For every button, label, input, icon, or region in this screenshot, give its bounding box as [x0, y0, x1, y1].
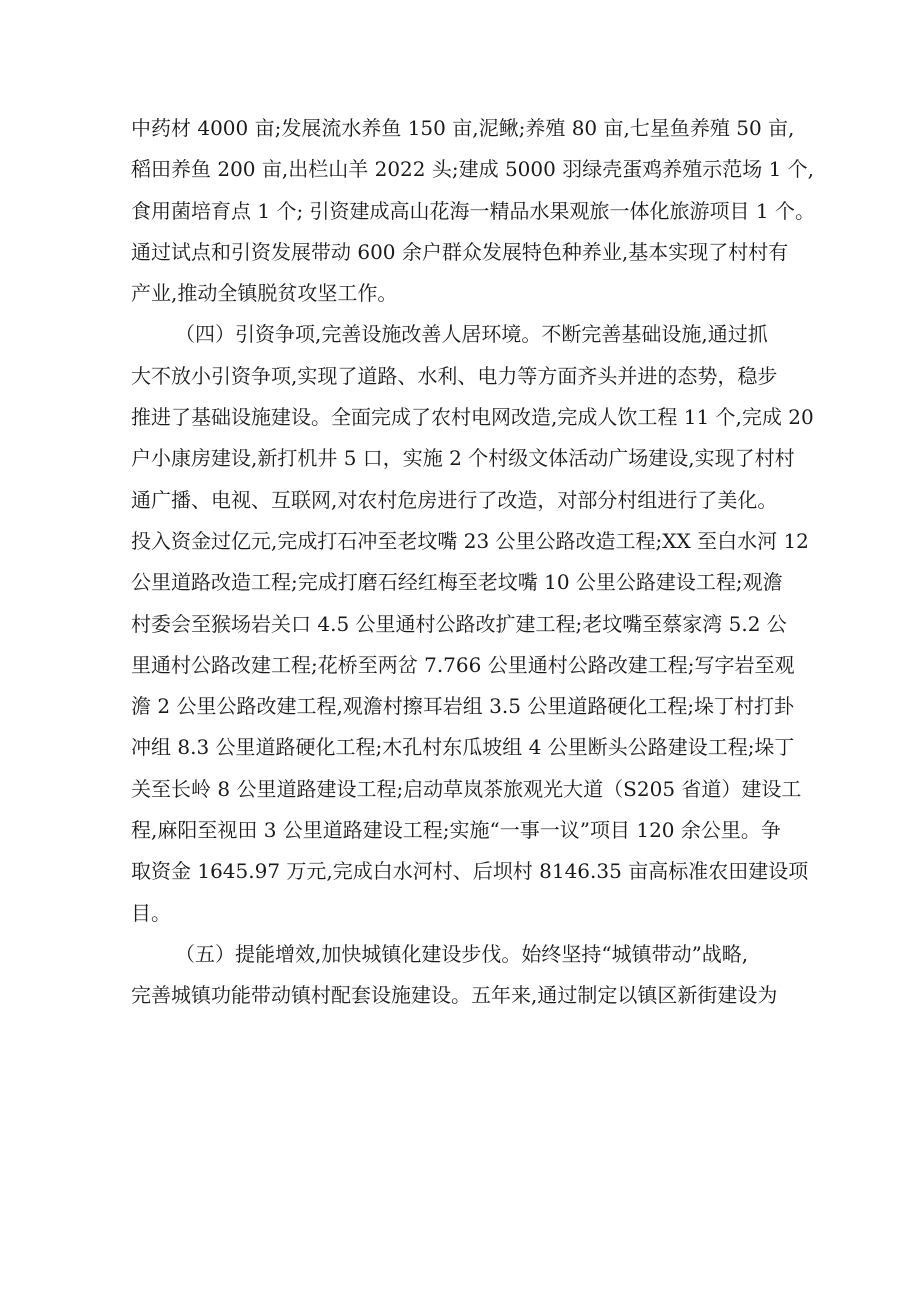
text-line: 关至长岭 8 公里道路建设工程;启动草岚茶旅观光大道（S205 省道）建设工 [131, 776, 802, 801]
document-body [131, 108, 815, 1017]
text-line: 冲组 8.3 公里道路硬化工程;木孔村东瓜坡组 4 公里断头公路建设工程;垛丁 [131, 735, 795, 760]
text-line: 村委会至猴场岩关口 4.5 公里通村公路改扩建工程;老坟嘴至蔡家湾 5.2 公 [131, 611, 787, 636]
text-line: 户小康房建设,新打机井 5 口，实施 2 个村级文体活动广场建设,实现了村村 [131, 446, 795, 471]
text-line: 推进了基础设施建设。全面完成了农村电网改造,完成人饮工程 11 个,完成 20 [131, 405, 814, 430]
text-line: 大不放小引资争项,实现了道路、水利、电力等方面齐头并进的态势，稳步 [131, 363, 778, 388]
section-heading-line: （五）提能增效,加快城镇化建设步伐。始终坚持“城镇带动”战略, [175, 941, 749, 966]
text-line: 产业,推动全镇脱贫攻坚工作。 [131, 281, 398, 306]
text-line: 里通村公路改建工程;花桥至两岔 7.766 公里通村公路改建工程;写字岩至观 [131, 652, 795, 677]
text-line: 完善城镇功能带动镇村配套设施建设。五年来,通过制定以镇区新街建设为 [131, 983, 778, 1008]
text-line: 稻田养鱼 200 亩,出栏山羊 2022 头;建成 5000 羽绿壳蛋鸡养殖示范场 1 个, [131, 157, 815, 182]
text-line: 中药材 4000 亩;发展流水养鱼 150 亩,泥鳅;养殖 80 亩,七星鱼养殖 50 亩, [131, 116, 795, 140]
text-line: 通广播、电视、互联网,对农村危房进行了改造，对部分村组进行了美化。 [131, 487, 778, 512]
text-line: 公里道路改造工程;完成打磨石经红梅至老坟嘴 10 公里公路建设工程;观澹 [131, 570, 783, 595]
text-line: 通过试点和引资发展带动 600 余户群众发展特色种养业,基本实现了村村有 [131, 239, 789, 264]
text-line: 投入资金过亿元,完成打石冲至老坟嘴 23 公里公路改造工程;XX 至白水河 12 [131, 528, 809, 553]
text-line: 澹 2 公里公路改建工程,观澹村擦耳岩组 3.5 公里道路硬化工程;垛丁村打卦 [131, 694, 795, 719]
section-heading-line: （四）引资争项,完善设施改善人居环境。不断完善基础设施,通过抓 [175, 322, 768, 347]
text-line: 食用菌培育点 1 个; 引资建成高山花海一精品水果观旅一体化旅游项目 1 个。 [131, 198, 815, 223]
text-line: 目。 [131, 900, 171, 925]
text-line: 取资金 1645.97 万元,完成白水河村、后坝村 8146.35 亩高标准农田建设项 [131, 859, 809, 884]
text-line: 程,麻阳至视田 3 公里道路建设工程;实施“一事一议”项目 120 余公里。争 [131, 818, 781, 843]
